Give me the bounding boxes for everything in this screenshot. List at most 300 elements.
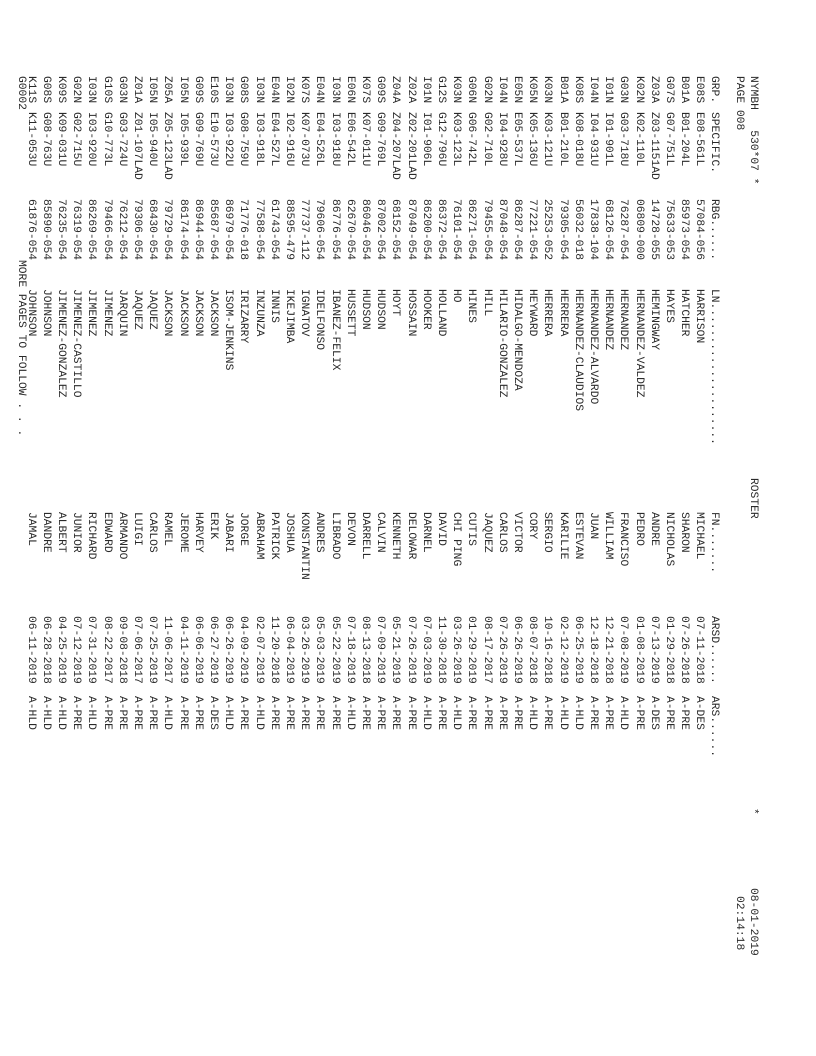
cell-arsd: 07-18-2019 [343,616,356,684]
cell-ln: JACKSON [207,289,220,337]
cell-arsd: 06-26-2019 [222,616,235,684]
cell-rbg: 71776-018 [237,199,250,261]
cell-ars: A-PRE [511,696,524,730]
table-row [553,0,568,1056]
cell-specific: Z05-123LAD [161,112,174,180]
cell-ln: JACKSON [176,289,189,337]
report-date: 08-01-2019 [747,888,759,956]
cell-ars: A-DES [693,696,706,730]
cell-ln: JAQUEZ [131,289,144,330]
cell-rbg: 76319-054 [70,199,83,261]
cell-grp: G08S [237,76,250,104]
cell-rbg: 76287-054 [617,199,630,261]
cell-ln: HUDSON [359,289,372,330]
cell-ars: A-PRE [283,696,296,730]
cell-ln: INZUNZA [252,289,265,337]
cell-grp: G10S [100,76,113,104]
cell-specific: I03-918U [328,112,341,167]
cell-arsd: 06-04-2019 [283,616,296,684]
cell-rbg: 79466-054 [100,199,113,261]
cell-rbg: 79306-054 [131,199,144,261]
cell-ars: A-PRE [404,696,417,730]
cell-grp: G12S [435,76,448,104]
cell-ln: HINES [465,289,478,323]
cell-grp: K07S [359,76,372,104]
cell-ars: A-HLD [85,696,98,730]
cell-ars: A-PRE [480,696,493,730]
cell-arsd: 04-11-2019 [176,616,189,684]
col-header-specific: SPECIFIC. [708,112,720,174]
cell-grp: E04N [313,76,326,104]
col-header-arsd: ARSD...... [708,616,720,684]
cell-rbg: 85687-054 [207,199,220,261]
cell-arsd: 08-17-2017 [480,616,493,684]
cell-grp: E04N [267,76,280,104]
cell-ln: JOHNSON [39,289,52,337]
cell-rbg: 77588-054 [252,199,265,261]
cell-specific: G12-796U [435,112,448,167]
cell-specific: I01-901L [602,112,615,167]
cell-grp: G03N [115,76,128,104]
page-number: PAGE 008 [733,76,745,131]
cell-grp: I03N [252,76,265,104]
cell-fn: FRANCISO [617,512,630,567]
cell-rbg: 86776-054 [328,199,341,261]
cell-rbg: 86046-054 [359,199,372,261]
cell-ln: JIMENEZ-CASTILLO [70,289,83,398]
table-row [340,0,355,1056]
cell-arsd: 09-08-2018 [115,616,128,684]
cell-fn: ERIK [207,512,220,540]
table-row [355,0,370,1056]
cell-arsd: 07-25-2019 [146,616,159,684]
cell-grp: I05N [176,76,189,104]
cell-arsd: 07-12-2019 [70,616,83,684]
cell-specific: E04-526L [313,112,326,167]
cell-specific: E04-527L [267,112,280,167]
cell-ars: A-PRE [70,696,83,730]
cell-specific: K05-136U [526,112,539,167]
cell-ars: A-PRE [131,696,144,730]
cell-ln: HERNANDEZ-VALDEZ [632,289,645,398]
cell-rbg: 61743-054 [267,199,280,261]
cell-ln: HARRISON [693,289,706,344]
cell-ln: HUDSON [374,289,387,330]
cell-ars: A-PRE [176,696,189,730]
cell-ars: A-PRE [146,696,159,730]
cell-fn: CUTIS [465,512,478,546]
table-row [386,0,401,1056]
cell-grp: K03N [450,76,463,104]
cell-ln: IRIZARRY [237,289,250,344]
cell-grp: E05N [511,76,524,104]
cell-grp: K05N [526,76,539,104]
cell-ars: A-PRE [465,696,478,730]
cell-ln: IBANEZ-FELIX [328,289,341,371]
cell-ars: A-PRE [298,696,311,730]
table-row [82,0,97,1056]
cell-ln: IDELFONSO [313,289,326,351]
cell-fn: RAMEL [161,512,174,546]
cell-specific: K07-011U [359,112,372,167]
cell-specific: Z01-107LAD [131,112,144,180]
cell-fn: CARLOS [146,512,159,553]
cell-rbg: 68152-054 [389,199,402,261]
cell-arsd: 06-28-2018 [39,616,52,684]
cell-ln: HEMINGWAY [647,289,660,351]
cell-fn: SHARON [678,512,691,553]
cell-rbg: 17838-104 [587,199,600,261]
table-row [416,0,431,1056]
cell-grp: Z04A [389,76,402,104]
table-row [36,0,51,1056]
cell-ars: A-PRE [115,696,128,730]
table-row [158,0,173,1056]
cell-fn: JUNIOR [70,512,83,553]
cell-grp: G02N [70,76,83,104]
cell-specific: G08-759U [237,112,250,167]
cell-ln: HERRERA [541,289,554,337]
column-header-row [704,0,719,1056]
cell-arsd: 01-08-2019 [632,616,645,684]
cell-rbg: 14728-055 [647,199,660,261]
cell-arsd: 11-06-2017 [161,616,174,684]
table-row [370,0,385,1056]
table-row [21,0,36,1056]
cell-ln: JOHNSON [24,289,37,337]
cell-ln: HOLLAND [435,289,448,337]
cell-grp: K08S [571,76,584,104]
cell-specific: E08-561L [693,112,706,167]
cell-ars: A-HLD [55,696,68,730]
report-title: ROSTER [747,478,759,519]
table-row [66,0,81,1056]
cell-rbg: 25253-052 [541,199,554,261]
cell-specific: G07-751L [663,112,676,167]
cell-fn: JOSHUA [283,512,296,553]
cell-ln: HERNANDEZ-ALVARDO [587,289,600,405]
cell-grp: Z03A [647,76,660,104]
cell-fn: PEDRO [632,512,645,546]
cell-specific: K03-123L [450,112,463,167]
cell-fn: CALVIN [374,512,387,553]
cell-fn: CARLOS [495,512,508,553]
cell-ars: A-HLD [556,696,569,730]
cell-ln: ISOM-JENKINS [222,289,235,371]
system-id: NYMBH 530*07 * [747,76,759,185]
cell-ln: JACKSON [191,289,204,337]
cell-rbg: 68430-054 [146,199,159,261]
cell-ars: A-PRE [267,696,280,730]
cell-rbg: 86269-054 [85,199,98,261]
cell-rbg: 86271-054 [465,199,478,261]
table-row [446,0,461,1056]
cell-arsd: 05-21-2019 [389,616,402,684]
cell-arsd: 07-31-2019 [85,616,98,684]
cell-rbg: 61876-054 [24,199,37,261]
cell-specific: Z04-207LAD [389,112,402,180]
cell-arsd: 08-22-2017 [100,616,113,684]
cell-fn: ANDRES [313,512,326,553]
cell-fn: ABRAHAM [252,512,265,560]
cell-rbg: 06809-000 [632,199,645,261]
cell-ln: HILARIO-GONZALEZ [495,289,508,398]
cell-rbg: 85890-054 [39,199,52,261]
cell-rbg: 75633-053 [663,199,676,261]
cell-fn: DANDRE [39,512,52,553]
cell-ars: A-HLD [252,696,265,730]
cell-grp: K03N [541,76,554,104]
cell-fn: DARRELL [359,512,372,560]
table-row [462,0,477,1056]
cell-grp: G03N [617,76,630,104]
cell-rbg: 85973-054 [678,199,691,261]
cell-specific: E06-542L [343,112,356,167]
cell-arsd: 06-25-2019 [571,616,584,684]
table-row [51,0,66,1056]
cell-fn: KENNETH [389,512,402,560]
cell-fn: MICHAEL [693,512,706,560]
cell-rbg: 76101-054 [450,199,463,261]
cell-grp: I02N [283,76,296,104]
cell-ln: HERRERA [556,289,569,337]
cell-rbg: 87002-054 [374,199,387,261]
cell-fn: CHI PING [450,512,463,567]
cell-fn: JABARI [222,512,235,553]
cell-arsd: 02-12-2019 [556,616,569,684]
cell-rbg: 86174-054 [176,199,189,261]
cell-arsd: 03-26-2019 [450,616,463,684]
cell-fn: JAQUEZ [480,512,493,553]
table-row [629,0,644,1056]
cell-rbg: 62670-054 [343,199,356,261]
cell-ln: HERNANDEZ [602,289,615,351]
cell-grp: I01N [602,76,615,104]
cell-grp: I01N [419,76,432,104]
table-row [614,0,629,1056]
cell-specific: G09-769L [374,112,387,167]
col-header-grp: GRP. [708,76,720,104]
cell-grp: B01A [678,76,691,104]
cell-rbg: 56032-018 [571,199,584,261]
cell-specific: I03-922U [222,112,235,167]
cell-arsd: 03-26-2019 [298,616,311,684]
cell-ars: A-PRE [495,696,508,730]
cell-fn: EDWARD [100,512,113,553]
cell-ars: A-PRE [663,696,676,730]
cell-arsd: 06-06-2019 [191,616,204,684]
cell-arsd: 07-06-2017 [131,616,144,684]
cell-fn: DAVID [435,512,448,546]
cell-ln: JAQUEZ [146,289,159,330]
cell-arsd: 07-26-2019 [404,616,417,684]
table-row [477,0,492,1056]
cell-grp: Z05A [161,76,174,104]
cell-specific: E10-573U [207,112,220,167]
footer-message: MORE PAGES TO FOLLOW . . . [15,260,27,437]
cell-arsd: 04-09-2019 [237,616,250,684]
col-header-ars: ARS...... [708,696,720,758]
cell-specific: I04-931U [587,112,600,167]
table-row [127,0,142,1056]
cell-specific: I02-916U [283,112,296,167]
cell-grp: G09S [191,76,204,104]
cell-rbg: 77221-054 [526,199,539,261]
cell-fn: ESTEVAN [571,512,584,560]
cell-arsd: 07-26-2019 [495,616,508,684]
cell-specific: K09-031U [55,112,68,167]
table-row [264,0,279,1056]
cell-ln: JIMENEZ [100,289,113,337]
cell-ars: A-HLD [222,696,235,730]
cell-fn: LIBRADO [328,512,341,560]
cell-grp: G09S [374,76,387,104]
cell-fn: RICHARD [85,512,98,560]
cell-ln: JARQUIN [115,289,128,337]
cell-rbg: 77737-112 [298,199,311,261]
table-row [598,0,613,1056]
cell-arsd: 07-11-2018 [693,616,706,684]
cell-arsd: 02-07-2019 [252,616,265,684]
cell-ln: HERNANDEZ-CLAUDIOS [571,289,584,412]
cell-grp: G06N [465,76,478,104]
cell-ln: HOSSAIN [404,289,417,337]
cell-ln: HUSSETT [343,289,356,337]
table-row [188,0,203,1056]
col-header-rbg: RBG...... [708,199,720,261]
cell-ln: HATCHER [678,289,691,337]
cell-grp: G07S [663,76,676,104]
cell-fn: ARMANDO [115,512,128,560]
cell-grp: I03N [328,76,341,104]
cell-specific: Z02-201LAD [404,112,417,180]
table-row [674,0,689,1056]
header-star: * [747,808,759,815]
cell-specific: I03-918L [252,112,265,167]
cell-grp: Z01A [131,76,144,104]
cell-specific: K03-121U [541,112,554,167]
cell-rbg: 79606-054 [313,199,326,261]
cell-rbg: 79305-054 [556,199,569,261]
cell-specific: K08-018U [571,112,584,167]
cell-fn: JEROME [176,512,189,553]
cell-ars: A-PRE [313,696,326,730]
cell-arsd: 07-09-2019 [374,616,387,684]
cell-fn: JAMAL [24,512,37,546]
cell-ars: A-PRE [587,696,600,730]
cell-ars: A-PRE [541,696,554,730]
cell-ln: HAYES [663,289,676,323]
cell-specific: K07-073U [298,112,311,167]
cell-ars: A-PRE [632,696,645,730]
cell-specific: I03-920U [85,112,98,167]
cell-fn: SERGIO [541,512,554,553]
cell-rbg: 76235-054 [55,199,68,261]
table-row [279,0,294,1056]
table-row [294,0,309,1056]
cell-specific: G10-773L [100,112,113,167]
cell-arsd: 06-26-2019 [511,616,524,684]
report-time: 02:14:18 [733,896,745,951]
cell-ars: A-PRE [191,696,204,730]
cell-ars: A-PRE [435,696,448,730]
cell-ars: A-HLD [419,696,432,730]
table-row [568,0,583,1056]
cell-specific: G08-763U [39,112,52,167]
table-row [538,0,553,1056]
cell-fn: HARVEY [191,512,204,553]
cell-arsd: 07-26-2018 [678,616,691,684]
cell-fn: CORY [526,512,539,540]
cell-specific: G03-724U [115,112,128,167]
cell-specific: G02-715U [70,112,83,167]
cell-ln: HERNANDEZ [617,289,630,351]
cell-specific: I05-939L [176,112,189,167]
cell-ln: HILL [480,289,493,317]
cell-arsd: 07-08-2019 [617,616,630,684]
cell-rbg: 86372-054 [435,199,448,261]
cell-ln: JIMENEZ [85,289,98,337]
cell-fn: KARILIE [556,512,569,560]
cell-arsd: 08-07-2018 [526,616,539,684]
cell-specific: E05-537L [511,112,524,167]
cell-specific: G03-718U [617,112,630,167]
cell-specific: I01-906L [419,112,432,167]
cell-fn: DELOWAR [404,512,417,560]
cell-grp: I03N [85,76,98,104]
cell-ars: A-PRE [602,696,615,730]
cell-fn: PATRICK [267,512,280,560]
cell-ars: A-HLD [526,696,539,730]
cell-rbg: 86944-054 [191,199,204,261]
cell-specific: Z03-1151AD [647,112,660,180]
table-row [492,0,507,1056]
cell-grp: E06N [343,76,356,104]
cell-ars: A-HLD [39,696,52,730]
cell-specific: K11-053U [24,112,37,167]
cell-ars: A-HLD [24,696,37,730]
cell-rbg: 88595-479 [283,199,296,261]
cell-grp: K11S [24,76,37,104]
cell-ars: A-PRE [328,696,341,730]
cell-arsd: 06-11-2019 [24,616,37,684]
cell-fn: JORGE [237,512,250,546]
table-row [234,0,249,1056]
table-row [522,0,537,1056]
table-row [659,0,674,1056]
cell-arsd: 04-25-2019 [55,616,68,684]
cell-ln: HIDALGO-MENDOZA [511,289,524,391]
cell-fn: VICTOR [511,512,524,553]
cell-fn: ANDRE [647,512,660,546]
table-row [218,0,233,1056]
cell-grp: I04N [587,76,600,104]
cell-arsd: 12-21-2018 [602,616,615,684]
cell-arsd: 11-30-2018 [435,616,448,684]
cell-ars: A-HLD [343,696,356,730]
cell-rbg: 86979-054 [222,199,235,261]
cell-ars: A-HLD [450,696,463,730]
cell-specific: B01-204L [678,112,691,167]
cell-rbg: 57084-056 [693,199,706,261]
cell-rbg: 79455-054 [480,199,493,261]
cell-fn: WILLIAM [602,512,615,560]
cell-ars: A-PRE [359,696,372,730]
table-row [97,0,112,1056]
cell-rbg: 86287-054 [511,199,524,261]
footer-code: G0002 [15,76,27,110]
cell-arsd: 10-16-2018 [541,616,554,684]
